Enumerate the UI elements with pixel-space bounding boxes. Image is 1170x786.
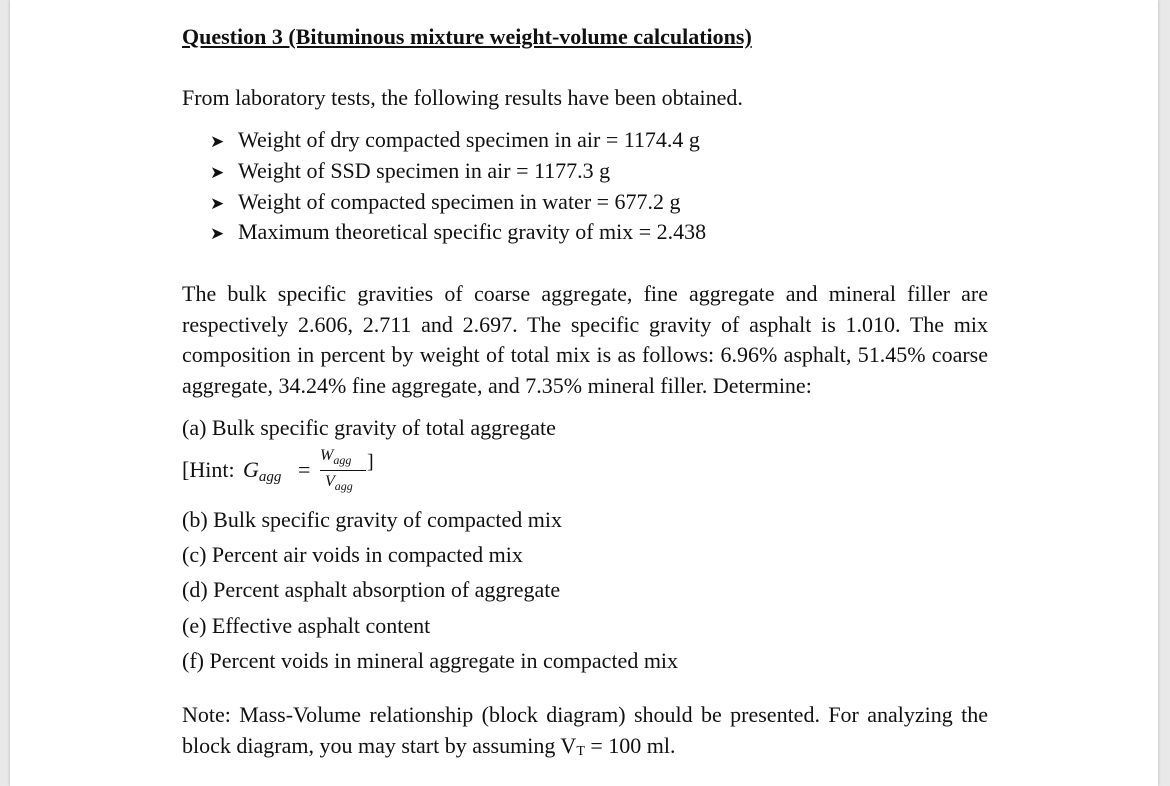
note-paragraph: Note: Mass-Volume relationship (block diagram) should be presented. For analyzing the block diagram, you may start by assuming $V_T = 100$ ml. [182,702,988,759]
part-c: (c) Percent air voids in compacted mix [182,542,523,567]
arrow-bullet-icon: ➤ [210,194,225,213]
arrow-bullet-icon: ➤ [210,163,225,182]
arrow-bullet-icon: ➤ [210,224,225,243]
part-b: (b) Bulk specific gravity of compacted mix [182,507,562,532]
formula-symbol: $G_{agg}$ [243,457,282,485]
list-item [210,189,681,215]
part-d: (d) Percent asphalt absorption of aggregate [182,577,561,602]
part-f: (f) Percent voids in mineral aggregate in compacted mix [182,648,679,673]
bullet-text: Weight of compacted specimen in water = 677.2 g [238,189,681,214]
fraction-bar [320,470,366,471]
problem-paragraph: The bulk specific gravities of coarse aggregate, fine aggregate and mineral filler are respectively 2.606, 2.711 and 2.697. The specific gravity of asphalt is 1.010. The mix composition in percent by weight of total mix is as follows: 6.96% asphalt, 51.45% coarse aggregate, 34.24% fine aggregate, and 7.35% mineral filler. Determine: [182,281,988,398]
hint-close-bracket: ] [367,451,374,473]
document-page [10,0,1158,786]
list-item [210,219,706,245]
list-item [210,158,610,184]
intro-text: From laboratory tests, the following results have been obtained. [182,85,743,110]
bullet-text: Weight of SSD specimen in air = 1177.3 g [238,158,611,183]
fraction-numerator: $W_{agg}$ [320,447,352,468]
question-title: Question 3 (Bituminous mixture weight-volume calculations) [182,24,752,49]
fraction-denominator: $V_{agg}$ [325,473,353,494]
arrow-bullet-icon: ➤ [210,132,225,151]
list-item [210,127,700,153]
part-e: (e) Effective asphalt content [182,613,431,638]
bullet-text: Maximum theoretical specific gravity of mix = 2.438 [238,219,707,244]
part-a: (a) Bulk specific gravity of total aggregate [182,415,556,440]
bullet-text: Weight of dry compacted specimen in air = 1174.4 g [238,127,700,152]
hint-label: [Hint: [182,457,235,482]
formula-equals: = [298,457,311,482]
